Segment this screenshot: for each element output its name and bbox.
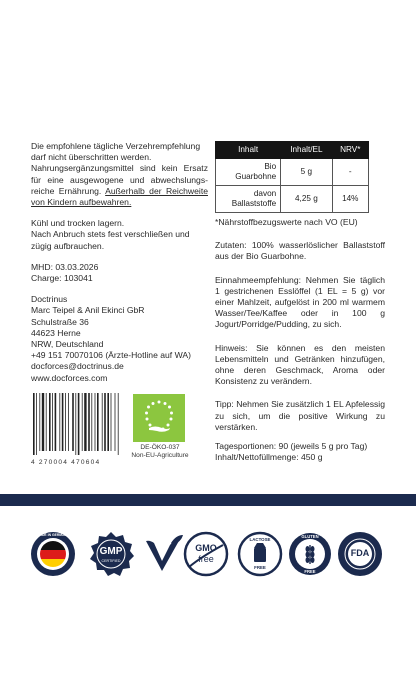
warning-line: Nahrungsergänzungsmittel sind kein Ersatz für eine ausgewogene und abwechslungs-reiche Ernährung. xyxy=(31,163,208,196)
barcode-bar xyxy=(111,393,112,451)
barcode-bar xyxy=(36,393,37,455)
fda-badge xyxy=(337,531,383,577)
eu-organic-logo xyxy=(133,394,185,442)
gluten-free-badge xyxy=(287,531,333,577)
badge-caption: MADE IN GERMANY xyxy=(36,533,70,537)
best-before-date: MHD: 03.03.2026 xyxy=(31,261,99,272)
badge-caption: GLUTEN xyxy=(301,534,319,539)
table-cell xyxy=(216,186,281,213)
right-column xyxy=(215,141,385,463)
agriculture-origin: Non-EU-Agriculture xyxy=(131,452,189,460)
table-row xyxy=(216,186,369,213)
table-cell: 4,25 g xyxy=(281,186,332,213)
table-cell xyxy=(216,159,281,186)
region: NRW, Deutschland xyxy=(31,339,104,350)
vegan-badge xyxy=(140,531,186,577)
barcode-bar xyxy=(52,393,53,451)
table-footnote: *Nährstoffbezugswerte nach VO (EU) xyxy=(215,217,358,227)
barcode-digits: 4 270004 470604 xyxy=(31,459,101,466)
batch-info xyxy=(31,262,208,284)
table-header: NRV* xyxy=(332,142,368,159)
barcode-bar xyxy=(68,393,69,451)
made-in-germany-badge xyxy=(30,531,76,577)
row-label: davon xyxy=(253,189,277,198)
storage-text xyxy=(31,218,208,252)
barcode-bar xyxy=(78,393,80,455)
badge-subcaption: CERTIFIED xyxy=(101,559,121,563)
storage-line: Kühl und trocken lagern. xyxy=(31,218,125,229)
barcode-bar xyxy=(55,393,57,451)
table-cell: - xyxy=(332,159,368,186)
barcode-bar xyxy=(75,393,76,455)
germany-flag-icon xyxy=(30,531,76,577)
gmp-badge xyxy=(88,531,134,577)
row-label: Bio xyxy=(264,162,277,171)
batch-number: Charge: 103041 xyxy=(31,273,93,284)
storage-line: Nach Anbruch stets fest verschließen und zügig aufbrauchen. xyxy=(31,229,190,251)
barcode-bars xyxy=(31,393,121,455)
row-label: Guarbohne xyxy=(235,172,277,181)
barcode-bar xyxy=(49,393,51,451)
left-column xyxy=(31,141,208,384)
phone: +49 151 70070106 (Ärzte-Hotline auf WA) xyxy=(31,350,191,361)
table-cell: 14% xyxy=(332,186,368,213)
barcode-bar xyxy=(97,393,99,451)
barcode-bar xyxy=(46,393,47,451)
company-address xyxy=(31,294,208,384)
net-content: Inhalt/Nettofüllmenge: 450 g xyxy=(215,452,323,463)
barcode-bar xyxy=(118,393,119,455)
badge-caption: GMO xyxy=(195,543,217,553)
barcode-bar xyxy=(84,393,86,451)
usage-text: Einnahmeempfehlung: Nehmen Sie täglich 1 gestrichenen Esslöffel (1 EL = 5 g) vor einer Mahlzeit, aufgelöst in 200 ml warmem Wasser/Tee/Kaffee oder in 100 g Jogurt/Porridge/Pudding, zu sich. xyxy=(215,274,385,330)
ingredients-text: Zutaten: 100% wasserlöslicher Ballaststoff aus der Bio Guarbohne. xyxy=(215,240,385,262)
daily-portions: Tagesportionen: 90 (jeweils 5 g pro Tag) xyxy=(215,441,368,452)
barcode xyxy=(31,393,121,466)
tip-text: Tipp: Nehmen Sie zusätzlich 1 EL Apfelessig zu sich, um die positive Wirkung zu verstärken. xyxy=(215,399,385,432)
warning-line: Die empfohlene tägliche Verzehrempfehlung xyxy=(31,141,201,151)
vegan-v-icon xyxy=(140,531,186,577)
organic-code: DE-ÖKO-037 xyxy=(140,444,180,451)
company-legal: Marc Teipel & Anil Ekinci GbR xyxy=(31,305,145,316)
street: Schulstraße 36 xyxy=(31,316,89,327)
badge-caption: FDA xyxy=(350,548,370,558)
barcode-bar xyxy=(62,393,64,451)
table-header: Inhalt/EL xyxy=(281,142,332,159)
barcode-bar xyxy=(102,393,103,451)
lactose-free-badge xyxy=(237,531,283,577)
barcode-bar xyxy=(104,393,106,451)
nutrition-table xyxy=(215,141,369,213)
navy-divider-band xyxy=(0,494,416,506)
barcode-bar xyxy=(39,393,40,451)
company-name: Doctrinus xyxy=(31,294,68,305)
barcode-bar xyxy=(115,393,116,451)
barcode-bar xyxy=(82,393,83,451)
barcode-bar xyxy=(42,393,44,451)
email: docforces@doctrinus.de xyxy=(31,361,124,372)
table-header: Inhalt xyxy=(216,142,281,159)
table-row xyxy=(216,159,369,186)
badge-subcaption: free xyxy=(198,554,214,564)
barcode-bar xyxy=(72,393,74,451)
barcode-bar xyxy=(95,393,96,451)
row-label: Ballaststoffe xyxy=(231,199,277,208)
barcode-bar xyxy=(91,393,92,451)
warning-text xyxy=(31,141,208,208)
badge-caption: GMP xyxy=(99,546,123,557)
website: www.docforces.com xyxy=(31,372,108,383)
badge-subcaption: FREE xyxy=(304,569,316,574)
hint-text: Hinweis: Sie können es den meisten Lebensmitteln und Getränken hinzufügen, ohne deren Geschmack, Aroma oder Konsistenz zu verändern. xyxy=(215,342,385,387)
gmo-free-badge xyxy=(183,531,229,577)
badge-caption: LACTOSE xyxy=(249,537,271,542)
barcode-bar xyxy=(33,393,35,455)
warning-line: darf nicht überschritten werden. xyxy=(31,152,152,163)
table-cell: 5 g xyxy=(281,159,332,186)
child-warning: Außerhalb der Reichweite von Kindern aufbewahren. xyxy=(31,185,208,208)
barcode-bar xyxy=(59,393,60,451)
organic-control-code xyxy=(131,444,189,461)
badge-subcaption: FREE xyxy=(254,565,266,570)
eu-leaf-icon xyxy=(133,394,185,442)
table-header-row xyxy=(216,142,369,159)
barcode-bar xyxy=(88,393,90,451)
barcode-bar xyxy=(107,393,109,451)
barcode-bar xyxy=(65,393,66,451)
city: 44623 Herne xyxy=(31,327,81,338)
